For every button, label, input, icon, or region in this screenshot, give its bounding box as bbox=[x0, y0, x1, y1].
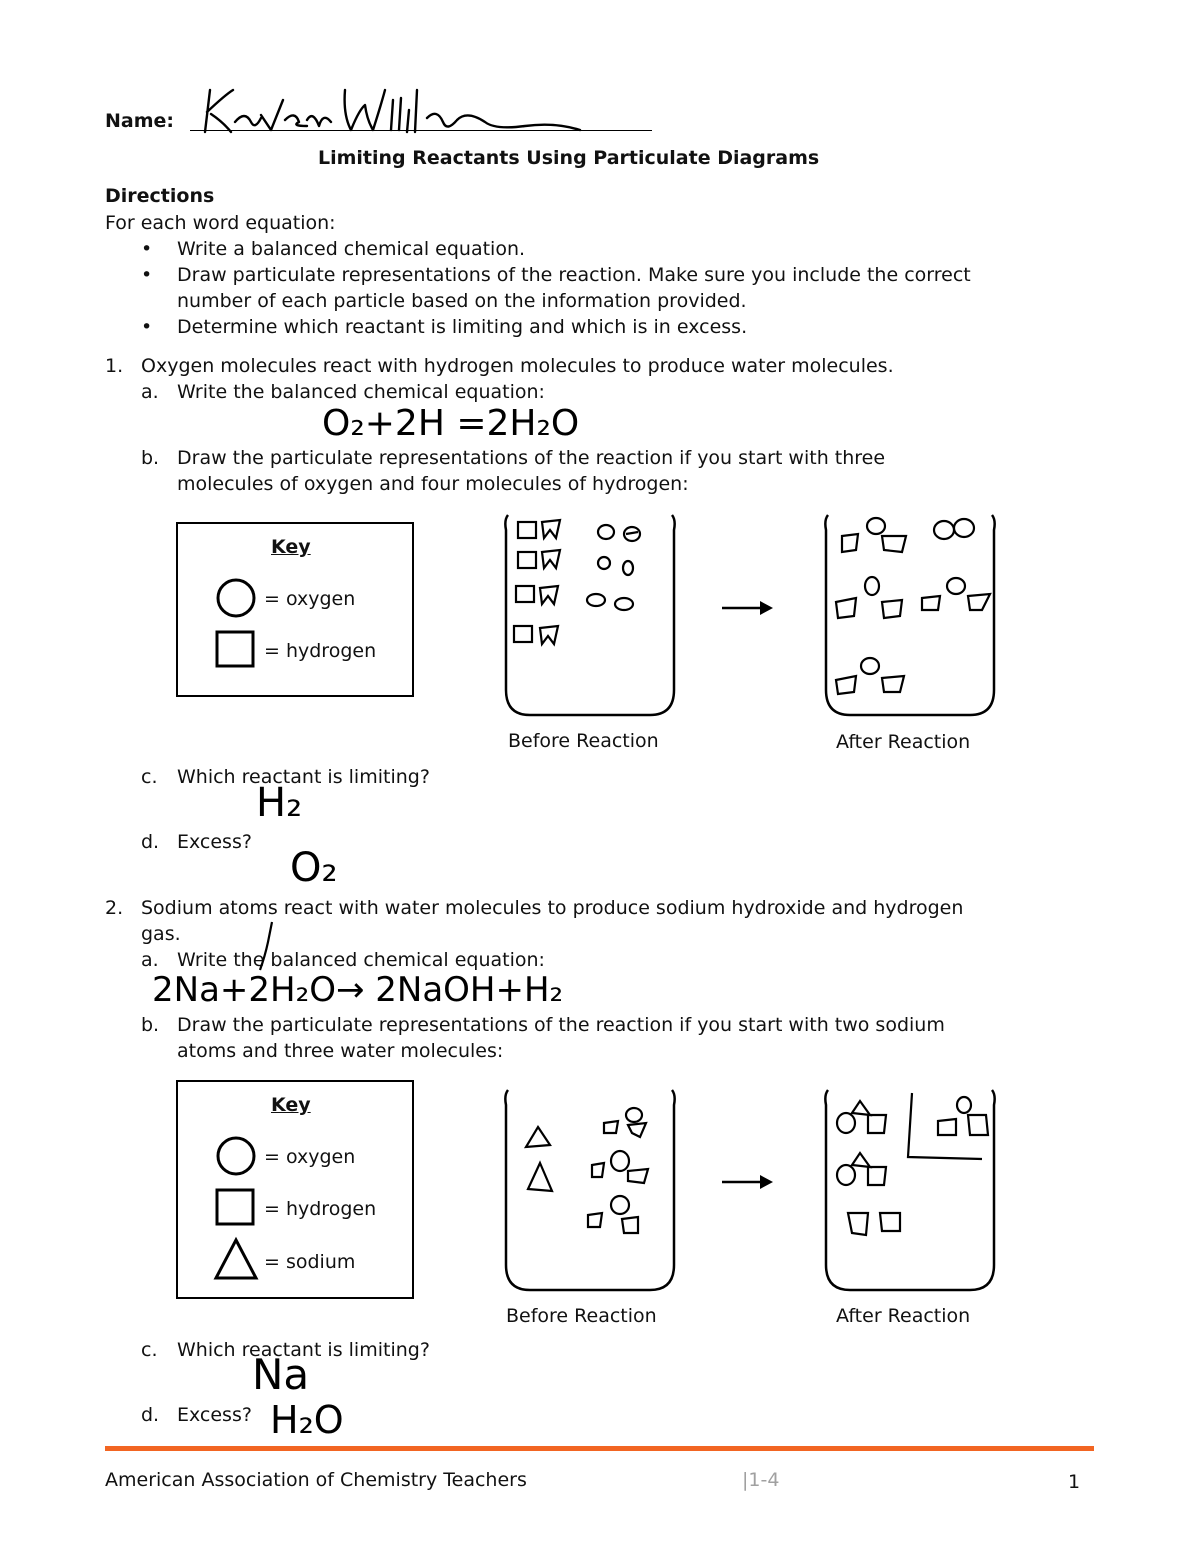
q1-number: 1. bbox=[105, 355, 124, 377]
bullet-icon: • bbox=[141, 264, 153, 286]
bullet-3: Determine which reactant is limiting and which is in excess. bbox=[177, 316, 748, 338]
q1b-text: Draw the particulate representations of the reaction if you start with three bbox=[177, 447, 886, 469]
directions-intro: For each word equation: bbox=[105, 212, 336, 234]
q2d-text: Excess? bbox=[177, 1404, 252, 1426]
q2-text-cont: gas. bbox=[141, 923, 181, 945]
footer-rule bbox=[105, 1446, 1094, 1451]
q1d-text: Excess? bbox=[177, 831, 252, 853]
q2-key-sodium: = sodium bbox=[264, 1251, 356, 1273]
bullet-1: Write a balanced chemical equation. bbox=[177, 238, 526, 260]
bullet-2-cont: number of each particle based on the information provided. bbox=[177, 290, 747, 312]
hydrogen-square-icon bbox=[217, 1190, 253, 1224]
q1a-letter: a. bbox=[141, 381, 159, 403]
hydrogen-square-icon bbox=[217, 632, 253, 666]
bullet-icon: • bbox=[141, 238, 153, 260]
q2c-text: Which reactant is limiting? bbox=[177, 1339, 430, 1361]
q2b-text-cont: atoms and three water molecules: bbox=[177, 1040, 504, 1062]
q1-before-label: Before Reaction bbox=[508, 730, 659, 752]
q1b-text-cont: molecules of oxygen and four molecules of hydrogen: bbox=[177, 473, 689, 495]
q2a-answer: 2Na+2H₂O→ 2NaOH+H₂ bbox=[152, 970, 564, 1010]
q2b-letter: b. bbox=[141, 1014, 160, 1036]
q2-pen-stroke bbox=[256, 918, 280, 978]
q1-key-hydrogen: = hydrogen bbox=[264, 640, 377, 662]
q2d-answer: H₂O bbox=[270, 1398, 344, 1442]
sodium-triangle-icon bbox=[216, 1240, 256, 1278]
q2-number: 2. bbox=[105, 897, 124, 919]
footer-org: American Association of Chemistry Teachers bbox=[105, 1469, 527, 1491]
q1c-text: Which reactant is limiting? bbox=[177, 766, 430, 788]
q2c-letter: c. bbox=[141, 1339, 158, 1361]
q2-key-title: Key bbox=[271, 1094, 311, 1116]
q2-before-beaker bbox=[500, 1085, 685, 1297]
directions-heading: Directions bbox=[105, 185, 215, 207]
bullet-icon: • bbox=[141, 316, 153, 338]
q1-key-title: Key bbox=[271, 536, 311, 558]
q2d-letter: d. bbox=[141, 1404, 160, 1426]
footer-pages: |1-4 bbox=[742, 1469, 780, 1491]
q1b-letter: b. bbox=[141, 447, 160, 469]
q1d-letter: d. bbox=[141, 831, 160, 853]
q1-text: Oxygen molecules react with hydrogen molecules to produce water molecules. bbox=[141, 355, 894, 377]
q2a-text: Write the balanced chemical equation: bbox=[177, 949, 545, 971]
name-label: Name: bbox=[105, 110, 175, 132]
page-title: Limiting Reactants Using Particulate Diagrams bbox=[318, 147, 820, 169]
q2-text: Sodium atoms react with water molecules to produce sodium hydroxide and hydrogen bbox=[141, 897, 964, 919]
q2b-text: Draw the particulate representations of the reaction if you start with two sodium bbox=[177, 1014, 945, 1036]
q1a-text: Write the balanced chemical equation: bbox=[177, 381, 545, 403]
q1d-answer: O₂ bbox=[290, 845, 338, 891]
q1-after-beaker bbox=[820, 510, 1005, 722]
q1-key-oxygen: = oxygen bbox=[264, 588, 356, 610]
oxygen-circle-icon bbox=[218, 1138, 254, 1174]
q1a-answer: O₂+2H =2H₂O bbox=[322, 403, 580, 444]
q1-key-symbols bbox=[214, 578, 258, 668]
q2a-letter: a. bbox=[141, 949, 159, 971]
q1-after-label: After Reaction bbox=[836, 731, 971, 753]
q2-after-label: After Reaction bbox=[836, 1305, 971, 1327]
bullet-2: Draw particulate representations of the reaction. Make sure you include the correct bbox=[177, 264, 971, 286]
oxygen-circle-icon bbox=[218, 580, 254, 616]
q1-arrow-icon bbox=[720, 598, 776, 618]
q2-key-oxygen: = oxygen bbox=[264, 1146, 356, 1168]
q2-before-label: Before Reaction bbox=[506, 1305, 657, 1327]
q2-key-hydrogen: = hydrogen bbox=[264, 1198, 377, 1220]
q1-before-beaker bbox=[500, 510, 685, 722]
q2c-answer: Na bbox=[252, 1350, 310, 1399]
footer-page-number: 1 bbox=[1068, 1471, 1081, 1493]
q2-after-beaker bbox=[820, 1085, 1005, 1297]
q1c-letter: c. bbox=[141, 766, 158, 788]
q2-key-symbols bbox=[212, 1136, 260, 1282]
q2-arrow-icon bbox=[720, 1172, 776, 1192]
signature bbox=[195, 60, 595, 140]
q1c-answer: H₂ bbox=[256, 780, 303, 826]
